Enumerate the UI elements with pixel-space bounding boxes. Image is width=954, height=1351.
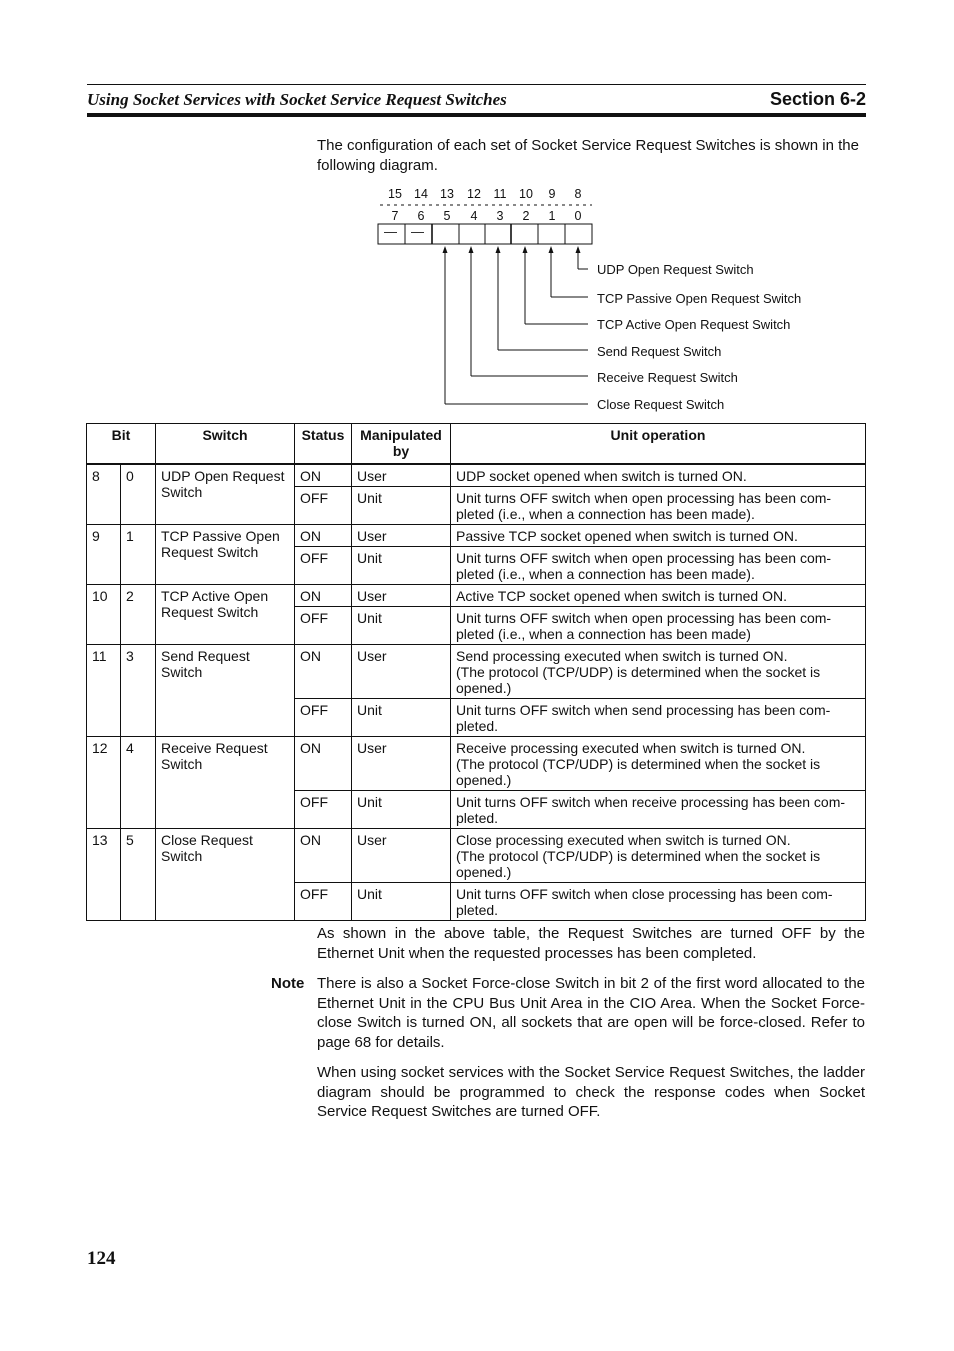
upper-bit-number: 10 (519, 187, 533, 201)
manipulated-by-cell: Unit (352, 547, 451, 585)
status-cell: ON (295, 464, 352, 487)
manipulated-by-cell: Unit (352, 699, 451, 737)
header-top-rule (87, 84, 866, 85)
unit-operation-cell: Passive TCP socket opened when switch is turned ON. (451, 525, 866, 547)
header-manipulated-by: Manipulated by (352, 424, 451, 465)
label-send-request: Send Request Switch (597, 344, 722, 359)
manipulated-by-cell: User (352, 464, 451, 487)
unused-bit-7-mark: — (384, 224, 397, 239)
status-cell: ON (295, 829, 352, 883)
bit-high-cell: 9 (87, 525, 121, 585)
unit-operation-cell: Unit turns OFF switch when open processing has been com- pleted (i.e., when a connection has been made). (451, 487, 866, 525)
upper-bit-number: 13 (440, 187, 454, 201)
unit-operation-cell: Receive processing executed when switch is turned ON. (The protocol (TCP/UDP) is determined when the socket is opened.) (451, 737, 866, 791)
status-cell: OFF (295, 487, 352, 525)
table-row (87, 585, 866, 607)
bit-low-cell: 5 (121, 829, 156, 921)
note-label: Note (271, 975, 305, 992)
bit-high-cell: 8 (87, 464, 121, 525)
header-switch: Switch (156, 424, 295, 465)
switch-name-cell: Receive Request Switch (156, 737, 295, 829)
switch-name-cell: UDP Open Request Switch (156, 464, 295, 525)
bit-high-cell: 13 (87, 829, 121, 921)
upper-bit-number: 14 (414, 187, 428, 201)
bit-high-cell: 11 (87, 645, 121, 737)
header-bottom-rule (87, 113, 866, 117)
status-cell: ON (295, 525, 352, 547)
label-receive-request: Receive Request Switch (597, 370, 738, 385)
upper-bit-number: 8 (574, 187, 582, 201)
after-table-paragraph: As shown in the above table, the Request Switches are turned OFF by the Ethernet Unit when the requested processes has been completed. (317, 925, 865, 962)
upper-bit-number: 12 (467, 187, 481, 201)
closing-paragraph: When using socket services with the Socket Service Request Switches, the ladder diagram should be programmed to check the response codes when Socket Service Request Switches are turned OFF. (317, 1064, 865, 1120)
status-cell: OFF (295, 547, 352, 585)
intro-paragraph: The configuration of each set of Socket Service Request Switches is shown in the following diagram. (317, 137, 859, 174)
status-cell: ON (295, 645, 352, 699)
status-cell: OFF (295, 791, 352, 829)
switch-name-cell: TCP Passive Open Request Switch (156, 525, 295, 585)
lower-bit-number: 0 (574, 209, 582, 223)
manipulated-by-cell: Unit (352, 487, 451, 525)
switch-name-cell: TCP Active Open Request Switch (156, 585, 295, 645)
section-number: Section 6-2 (769, 89, 866, 109)
status-cell: OFF (295, 607, 352, 645)
table-row (87, 525, 866, 547)
table-header-row (87, 424, 866, 465)
lower-bit-number: 1 (548, 209, 556, 223)
manipulated-by-cell: Unit (352, 791, 451, 829)
status-cell: ON (295, 585, 352, 607)
unit-operation-cell: Send processing executed when switch is turned ON. (The protocol (TCP/UDP) is determined when the socket is opened.) (451, 645, 866, 699)
bit-register-graphic (370, 196, 610, 416)
lower-bit-number: 5 (443, 209, 451, 223)
table-row (87, 645, 866, 699)
upper-bit-number: 11 (493, 187, 507, 201)
upper-bit-number: 9 (548, 187, 556, 201)
switch-name-cell: Close Request Switch (156, 829, 295, 921)
unit-operation-cell: Unit turns OFF switch when send processing has been com- pleted. (451, 699, 866, 737)
running-header-title: Using Socket Services with Socket Service Request Switches (87, 90, 507, 109)
unused-bit-6-mark: — (411, 224, 424, 239)
label-tcp-active-open: TCP Active Open Request Switch (597, 317, 791, 332)
manipulated-by-cell: User (352, 525, 451, 547)
manipulated-by-cell: User (352, 829, 451, 883)
manipulated-by-cell: User (352, 645, 451, 699)
label-close-request: Close Request Switch (597, 397, 725, 412)
bit-low-cell: 0 (121, 464, 156, 525)
header-bit: Bit (87, 424, 156, 465)
unit-operation-cell: Unit turns OFF switch when open processing has been com- pleted (i.e., when a connection has been made). (451, 547, 866, 585)
bit-low-cell: 4 (121, 737, 156, 829)
unit-operation-cell: Unit turns OFF switch when open processing has been com- pleted (i.e., when a connection has been made) (451, 607, 866, 645)
label-udp-open: UDP Open Request Switch (597, 262, 754, 277)
manipulated-by-cell: Unit (352, 883, 451, 921)
table-row (87, 829, 866, 883)
bit-low-cell: 1 (121, 525, 156, 585)
bit-high-cell: 12 (87, 737, 121, 829)
note-paragraph: There is also a Socket Force-close Switch in bit 2 of the first word allocated to the Ethernet Unit in the CPU Bus Unit Area in the CIO Area. When the Socket Force-close Switch is turned ON, all sockets that are open will be force-closed. Refer to page 68 for details. (317, 975, 865, 1051)
switch-table (86, 423, 866, 921)
header-status: Status (295, 424, 352, 465)
status-cell: OFF (295, 883, 352, 921)
manipulated-by-cell: Unit (352, 607, 451, 645)
lower-bit-number: 4 (470, 209, 478, 223)
unit-operation-cell: Close processing executed when switch is turned ON. (The protocol (TCP/UDP) is determined when the socket is opened.) (451, 829, 866, 883)
manipulated-by-cell: User (352, 737, 451, 791)
status-cell: ON (295, 737, 352, 791)
table-row (87, 464, 866, 487)
lower-bit-number: 6 (417, 209, 425, 223)
bit-high-cell: 10 (87, 585, 121, 645)
table-row (87, 737, 866, 791)
unit-operation-cell: Unit turns OFF switch when close processing has been com- pleted. (451, 883, 866, 921)
lower-bit-number: 3 (496, 209, 504, 223)
lower-bit-number: 2 (522, 209, 530, 223)
page-number: 124 (87, 1248, 116, 1269)
lower-bit-number: 7 (391, 209, 399, 223)
unit-operation-cell: Active TCP socket opened when switch is turned ON. (451, 585, 866, 607)
bit-low-cell: 2 (121, 585, 156, 645)
switch-name-cell: Send Request Switch (156, 645, 295, 737)
status-cell: OFF (295, 699, 352, 737)
header-unit-operation: Unit operation (451, 424, 866, 465)
unit-operation-cell: Unit turns OFF switch when receive processing has been com- pleted. (451, 791, 866, 829)
bit-low-cell: 3 (121, 645, 156, 737)
label-tcp-passive-open: TCP Passive Open Request Switch (597, 291, 802, 306)
manipulated-by-cell: User (352, 585, 451, 607)
unit-operation-cell: UDP socket opened when switch is turned ON. (451, 464, 866, 487)
upper-bit-number: 15 (388, 187, 402, 201)
